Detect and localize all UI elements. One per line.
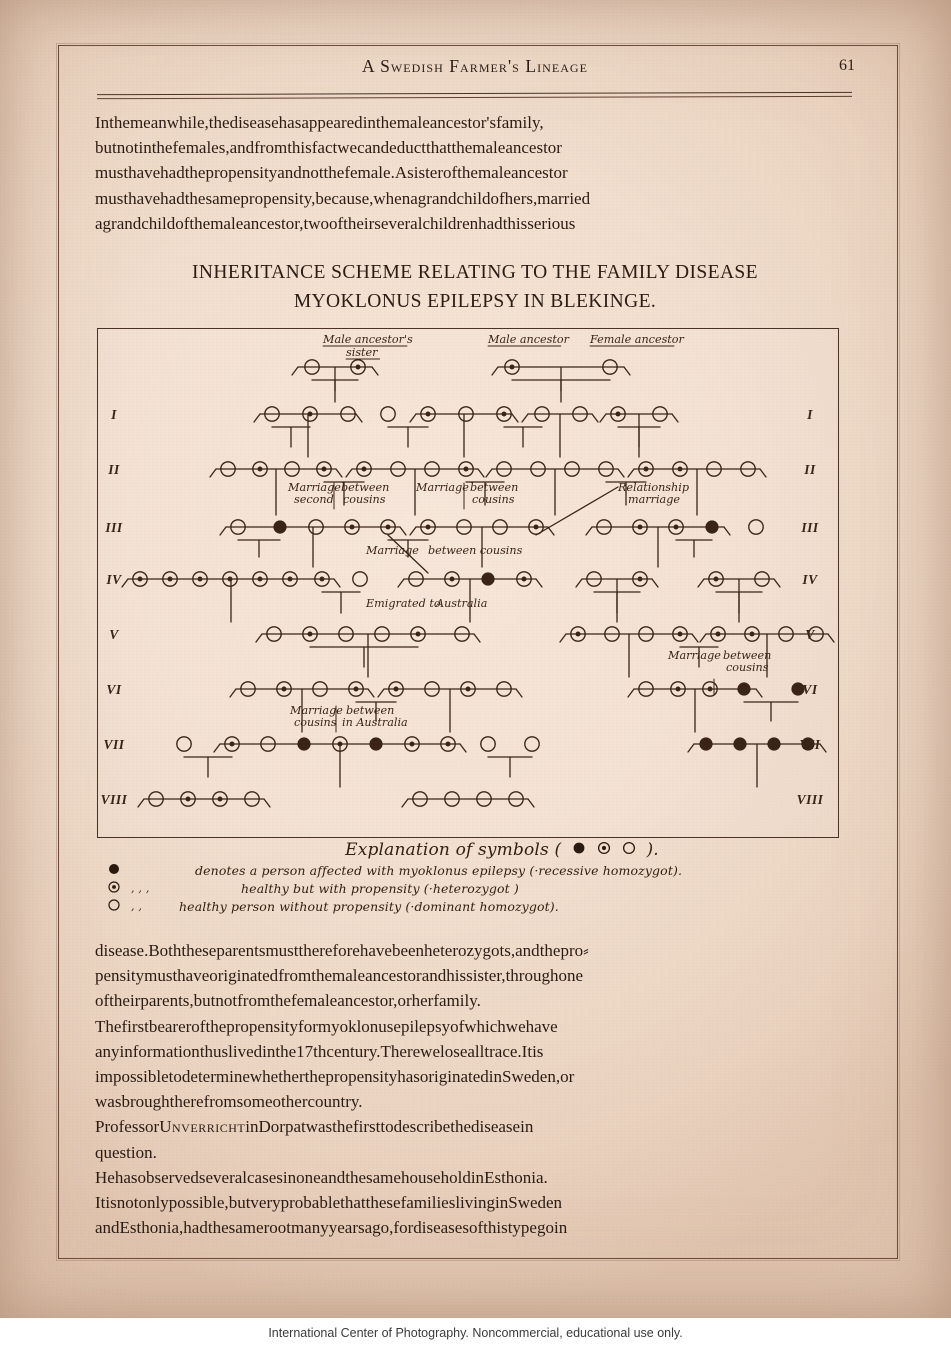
annotation-text: in Australia xyxy=(342,716,408,729)
bracket-hook-left xyxy=(210,469,216,477)
legend-row-text: healthy person without propensity (·dominant homozygot). xyxy=(179,899,559,914)
text-line: Inthemeanwhile,thediseasehasappearedinthemaleancestor'sfamily, xyxy=(95,113,544,132)
text-line: oftheirparents,butnotfromthefemaleancestor,orherfamily. xyxy=(95,991,481,1011)
individual-normal xyxy=(353,572,367,586)
individual-affected xyxy=(297,737,310,750)
mating-link xyxy=(504,427,542,447)
symbol-carrier-dot xyxy=(354,687,359,692)
page-number: 61 xyxy=(839,57,855,74)
symbol-carrier-dot xyxy=(750,632,755,637)
bracket-hook-right xyxy=(672,414,678,422)
bracket-hook-left xyxy=(700,634,706,642)
legend-symbol-carrier-icon xyxy=(97,880,131,897)
bracket-hook-left xyxy=(256,634,262,642)
text-line: ProfessorUnverrichtinDorpatwasthefirsttodescribethediseasein xyxy=(95,1117,534,1137)
annotation-text: Marriage xyxy=(290,704,343,717)
symbol-carrier-dot xyxy=(678,467,683,472)
symbol-affected-icon xyxy=(733,737,746,750)
bracket-hook-left xyxy=(628,689,634,697)
bracket-hook-left xyxy=(600,414,606,422)
annotation-text: sister xyxy=(346,346,378,359)
symbol-carrier-dot xyxy=(308,632,313,637)
page-title: A Swedish Farmer's Lineage xyxy=(361,56,589,76)
text-line: andEsthonia,hadthesamerootmanyyearsago,fordiseasesofthistypegoin xyxy=(95,1218,568,1238)
text-line: butnotinthefemales,andfromthisfactwecandeductthatthemaleancestor xyxy=(95,138,562,158)
bracket-hook-right xyxy=(618,469,624,477)
bracket-hook-right xyxy=(336,469,342,477)
symbol-carrier-dot xyxy=(510,365,515,370)
legend-title xyxy=(167,840,837,861)
individual-affected xyxy=(733,737,746,750)
bracket-hook-left xyxy=(292,367,298,375)
text-line: disease.Boththeseparentsmustthereforehavebeenheterozygots,andthepro⸗ xyxy=(95,941,589,960)
generation-label-VI: VI xyxy=(802,682,818,697)
legend-row xyxy=(97,862,837,879)
individual-affected xyxy=(481,572,494,585)
figure-title-line-1: INHERITANCE SCHEME RELATING TO THE FAMILY DISEASE xyxy=(192,262,758,283)
text-line: musthavehadthepropensityandnotthefemale.Asisterofthemaleancestor xyxy=(95,163,568,183)
annotation-text: marriage xyxy=(628,493,681,506)
annotation-text: Female ancestor xyxy=(590,333,684,346)
symbol-affected-icon xyxy=(369,737,382,750)
individual-affected xyxy=(369,737,382,750)
symbol-carrier-dot xyxy=(716,632,721,637)
watermark-text: International Center of Photography. Noncommercial, educational use only. xyxy=(268,1326,683,1340)
symbol-carrier-dot xyxy=(426,412,431,417)
sibship-bracket xyxy=(256,634,480,677)
bracket-hook-right xyxy=(592,414,598,422)
symbol-legend xyxy=(97,840,837,915)
text-line: impossibletodeterminewhetherthepropensityhasoriginatedinSweden,or xyxy=(95,1067,575,1087)
pedigree-chart xyxy=(97,328,839,838)
symbol-affected-icon xyxy=(297,737,310,750)
mating-link xyxy=(388,427,428,447)
bracket-hook-left xyxy=(410,414,416,422)
mating-link xyxy=(618,427,660,447)
legend-row xyxy=(97,898,837,915)
symbol-carrier-dot xyxy=(288,577,293,582)
generation-label-VII: VII xyxy=(799,737,821,752)
individual-affected xyxy=(273,520,286,533)
symbol-carrier-dot xyxy=(394,687,399,692)
symbol-normal-icon xyxy=(749,520,763,534)
mating-link xyxy=(512,380,610,391)
generation-label-V: V xyxy=(805,627,815,642)
symbol-carrier-dot xyxy=(228,577,233,582)
generation-label-II: II xyxy=(108,462,120,477)
generation-label-IV: IV xyxy=(106,572,122,587)
symbol-carrier-dot xyxy=(258,577,263,582)
bracket-hook-left xyxy=(688,744,694,752)
legend-ditto-marks: , , xyxy=(131,900,143,913)
legend-row-text: healthy but with propensity (·heterozygot ) xyxy=(241,881,519,896)
bracket-hook-right xyxy=(474,634,480,642)
legend-title-close: ). xyxy=(646,840,659,860)
annotation-text: second xyxy=(294,493,334,506)
legend-ditto-marks: , , , xyxy=(131,882,150,895)
annotation-text: Marriage xyxy=(366,544,419,557)
symbol-affected-icon xyxy=(737,682,750,695)
bracket-hook-right xyxy=(760,469,766,477)
mating-link xyxy=(676,540,712,557)
generation-label-VIII: VIII xyxy=(100,792,128,807)
symbol-carrier-dot xyxy=(138,577,143,582)
generation-label-VI: VI xyxy=(106,682,122,697)
symbol-normal-icon xyxy=(177,737,191,751)
symbol-carrier-dot xyxy=(522,577,527,582)
figure-title-line-2: MYOKLONUS EPILEPSY IN BLEKINGE. xyxy=(293,291,657,312)
generation-label-III: III xyxy=(105,520,123,535)
annotation-text: between xyxy=(470,481,519,494)
text-line: musthavehadthesamepropensity,because,whenagrandchildofhers,married xyxy=(95,188,591,208)
bracket-hook-right xyxy=(756,689,762,697)
bracket-hook-right xyxy=(460,744,466,752)
annotation-text: Emigrated to xyxy=(366,597,441,610)
bracket-hook-left xyxy=(214,744,220,752)
bracket-hook-left xyxy=(230,689,236,697)
bracket-hook-right xyxy=(624,367,630,375)
symbol-carrier-dot xyxy=(676,687,681,692)
symbol-carrier-dot xyxy=(576,632,581,637)
bracket-hook-right xyxy=(724,527,730,535)
bracket-hook-left xyxy=(122,579,128,587)
symbol-carrier-dot xyxy=(714,577,719,582)
symbol-carrier-dot xyxy=(356,365,361,370)
symbol-carrier-dot xyxy=(674,525,679,530)
symbol-carrier-dot xyxy=(644,467,649,472)
annotation-text: Marriage xyxy=(288,481,341,494)
text-line: pensitymusthaveoriginatedfromthemaleancestorandhissister,throughone xyxy=(95,966,583,986)
annotation-text: cousins xyxy=(294,716,337,729)
annotation-text: cousins xyxy=(472,493,515,506)
mating-link xyxy=(322,592,360,613)
annotation-text: Male ancestor xyxy=(488,333,569,346)
figure-title xyxy=(95,258,855,316)
symbol-normal-icon xyxy=(481,737,495,751)
generation-label-I: I xyxy=(111,407,117,422)
symbol-carrier-dot xyxy=(638,525,643,530)
symbol-carrier-dot xyxy=(464,467,469,472)
generation-label-IV: IV xyxy=(802,572,818,587)
symbol-carrier-dot xyxy=(320,577,325,582)
mating-link xyxy=(272,427,310,447)
symbol-affected-icon xyxy=(767,737,780,750)
mating-link xyxy=(488,757,532,777)
paragraph-top xyxy=(95,110,855,236)
legend-symbol-normal-icon xyxy=(97,898,131,915)
symbol-normal-icon xyxy=(381,407,395,421)
bracket-hook-right xyxy=(334,579,340,587)
symbol-carrier-dot xyxy=(230,742,235,747)
bracket-hook-right xyxy=(820,744,826,752)
symbol-carrier-dot xyxy=(198,577,203,582)
symbol-carrier-dot xyxy=(282,687,287,692)
bracket-hook-left xyxy=(628,469,634,477)
bracket-hook-right xyxy=(368,689,374,697)
generation-label-VII: VII xyxy=(103,737,125,752)
mating-link xyxy=(310,647,418,667)
symbol-carrier-dot xyxy=(450,577,455,582)
symbol-carrier-dot xyxy=(534,525,539,530)
sibship-bracket xyxy=(214,744,466,787)
individual-normal xyxy=(381,407,395,421)
symbol-affected-icon xyxy=(273,520,286,533)
symbol-affected-icon xyxy=(699,737,712,750)
symbol-carrier-dot xyxy=(410,742,415,747)
text-line: Itisnotonlypossible,butveryprobablethatthesefamilieslivinginSweden xyxy=(95,1193,563,1213)
symbol-normal-icon xyxy=(525,737,539,751)
generation-label-I: I xyxy=(807,407,813,422)
symbol-carrier-dot xyxy=(638,577,643,582)
legend-row-text: denotes a person affected with myoklonus epilepsy (·recessive homozygot). xyxy=(195,863,683,878)
bracket-hook-right xyxy=(516,689,522,697)
annotation-text: between xyxy=(341,481,390,494)
mating-link xyxy=(184,757,232,777)
symbol-carrier-dot xyxy=(362,467,367,472)
symbol-carrier-dot xyxy=(466,687,471,692)
generation-label-VIII: VIII xyxy=(796,792,824,807)
bracket-hook-right xyxy=(264,799,270,807)
bracket-hook-right xyxy=(692,634,698,642)
bracket-hook-left xyxy=(492,367,498,375)
bracket-hook-right xyxy=(828,634,834,642)
mating-link xyxy=(594,592,640,613)
paragraph-bottom xyxy=(95,938,855,1240)
watermark-footer xyxy=(0,1318,951,1348)
bracket-hook-left xyxy=(398,579,404,587)
bracket-hook-left xyxy=(138,799,144,807)
legend-symbol-affected-icon xyxy=(97,862,131,879)
text-line: agrandchildofthemaleancestor,twooftheirseveralchildrenhadthisserious xyxy=(95,213,576,233)
bracket-hook-left xyxy=(254,414,260,422)
annotation-text: between xyxy=(346,704,395,717)
legend-row xyxy=(97,880,837,897)
symbol-carrier-dot xyxy=(350,525,355,530)
bracket-hook-right xyxy=(774,579,780,587)
symbol-affected-icon xyxy=(481,572,494,585)
running-head xyxy=(95,56,855,86)
symbol-carrier-dot xyxy=(426,525,431,530)
bracket-hook-right xyxy=(400,527,406,535)
bracket-hook-left xyxy=(586,527,592,535)
text-line: question. xyxy=(95,1142,157,1162)
symbol-carrier-dot xyxy=(386,525,391,530)
relationship-diagonal xyxy=(536,487,618,535)
individual-affected xyxy=(705,520,718,533)
symbol-carrier-dot xyxy=(678,632,683,637)
bracket-hook-right xyxy=(512,414,518,422)
symbol-carrier-dot xyxy=(502,412,507,417)
individual-normal xyxy=(177,737,191,751)
individual-normal xyxy=(749,520,763,534)
annotation-text: cousins xyxy=(726,661,769,674)
individual-normal xyxy=(525,737,539,751)
sibship-bracket xyxy=(522,414,598,457)
bracket-hook-right xyxy=(528,799,534,807)
symbol-carrier-dot xyxy=(168,577,173,582)
bracket-hook-left xyxy=(560,634,566,642)
symbol-carrier-dot xyxy=(322,467,327,472)
bracket-hook-left xyxy=(698,579,704,587)
symbol-carrier-dot xyxy=(258,467,263,472)
annotation-text: Relationship xyxy=(618,481,689,494)
mating-link xyxy=(744,702,798,721)
text-line: HehasobservedseveralcasesinoneandthesamehouseholdinEsthonia. xyxy=(95,1167,548,1187)
individual-affected xyxy=(699,737,712,750)
legend-title-text: Explanation of symbols ( xyxy=(345,840,562,860)
mating-link xyxy=(312,380,358,391)
mating-link xyxy=(238,540,280,557)
bracket-hook-left xyxy=(346,469,352,477)
bracket-hook-left xyxy=(522,414,528,422)
symbol-carrier-dot xyxy=(338,742,343,747)
individual-affected xyxy=(767,737,780,750)
generation-label-III: III xyxy=(801,520,819,535)
bracket-hook-left xyxy=(378,689,384,697)
symbol-carrier-dot xyxy=(708,687,713,692)
annotation-text: Australia xyxy=(436,597,488,610)
legend-rows xyxy=(97,862,837,915)
annotation-text: cousins xyxy=(343,493,386,506)
symbol-carrier-dot xyxy=(616,412,621,417)
bracket-hook-left xyxy=(576,579,582,587)
symbol-affected-icon xyxy=(705,520,718,533)
bracket-hook-right xyxy=(652,579,658,587)
pedigree-svg xyxy=(98,329,838,837)
mating-link xyxy=(716,592,762,613)
bracket-hook-right xyxy=(478,469,484,477)
bracket-hook-left xyxy=(220,527,226,535)
symbol-normal-icon xyxy=(353,572,367,586)
symbol-carrier-dot xyxy=(446,742,451,747)
bracket-hook-right xyxy=(536,579,542,587)
symbol-carrier-dot xyxy=(308,412,313,417)
annotation-text: Male ancestor's xyxy=(323,333,413,346)
text-line: wasbroughtherefromsomeothercountry. xyxy=(95,1092,363,1112)
bracket-hook-left xyxy=(402,799,408,807)
annotation-text: Marriage xyxy=(668,649,721,662)
legend-title-symbols xyxy=(567,840,641,861)
bracket-hook-right xyxy=(356,414,362,422)
text-line: Thefirstbearerofthepropensityformyoklonusepilepsyofwhichwehave xyxy=(95,1016,558,1036)
text-line: anyinformationthuslivedinthe17thcentury.Therewelosealltrace.Itis xyxy=(95,1041,544,1061)
symbol-carrier-dot xyxy=(416,632,421,637)
annotation-text: between xyxy=(723,649,772,662)
bracket-hook-right xyxy=(372,367,378,375)
annotation-text: between cousins xyxy=(428,544,523,557)
individual-normal xyxy=(481,737,495,751)
annotation-text: Marriage xyxy=(416,481,469,494)
bracket-hook-left xyxy=(486,469,492,477)
generation-label-V: V xyxy=(109,627,119,642)
individual-affected xyxy=(737,682,750,695)
bracket-hook-left xyxy=(410,527,416,535)
symbol-carrier-dot xyxy=(186,797,191,802)
generation-label-II: II xyxy=(804,462,816,477)
symbol-carrier-dot xyxy=(218,797,223,802)
